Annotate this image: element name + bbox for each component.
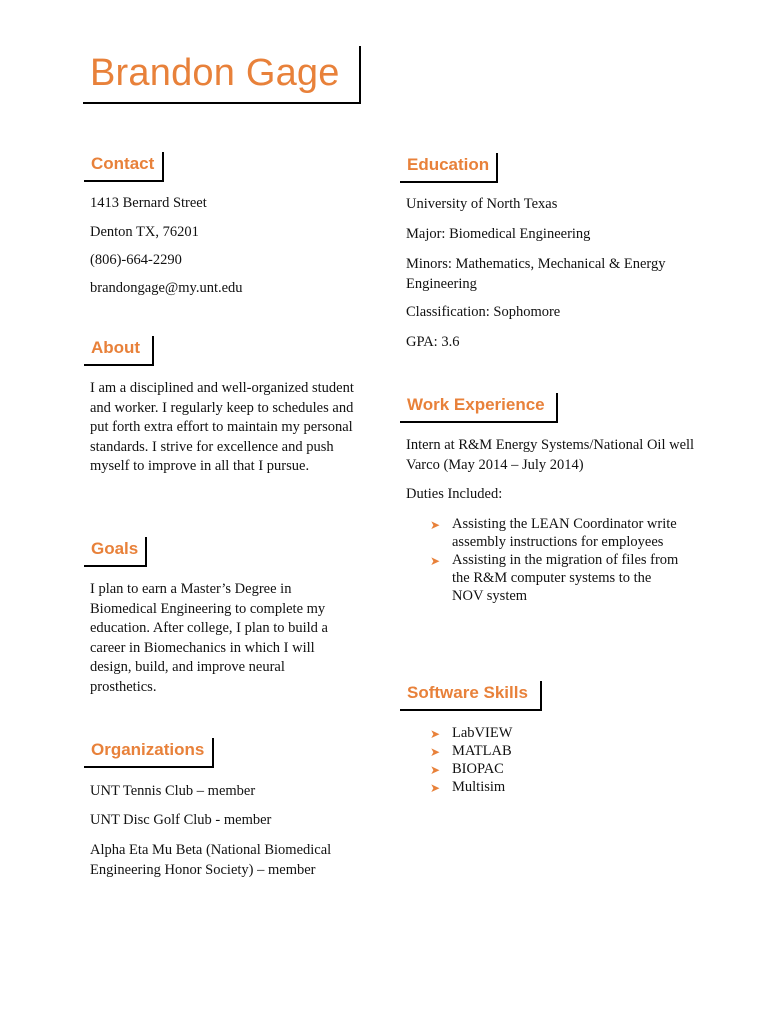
education-classification: Classification: Sophomore	[406, 304, 561, 320]
organization-item: Alpha Eta Mu Beta (National Biomedical Engineering Honor Society) – member	[90, 842, 332, 878]
work-duties-list	[430, 515, 680, 605]
arrow-bullet-icon: ➤	[430, 745, 441, 759]
education-major: Major: Biomedical Engineering	[406, 226, 591, 242]
education-heading: Education	[400, 153, 498, 181]
list-item	[430, 515, 680, 551]
list-item	[430, 760, 630, 778]
heading-border-bottom	[84, 766, 214, 768]
goals-text: I plan to earn a Master’s Degree in Biomedical Engineering to complete my education. After college, I plan to build a career in Biomechanics in which I will design, build, and improve neural prosthetics.	[90, 581, 328, 695]
heading-border-bottom	[400, 421, 558, 423]
education-gpa: GPA: 3.6	[406, 334, 460, 350]
software-skills-heading: Software Skills	[400, 681, 542, 709]
arrow-bullet-icon: ➤	[430, 554, 441, 568]
heading-border-right	[496, 153, 498, 183]
heading-border-right	[152, 336, 154, 366]
education-school: University of North Texas	[406, 196, 558, 212]
contact-street: 1413 Bernard Street	[90, 195, 207, 211]
heading-border-bottom	[84, 180, 164, 182]
duty-text: Assisting in the migration of files from the R&M computer systems to the NOV system	[452, 552, 679, 604]
contact-phone: (806)-664-2290	[90, 252, 182, 268]
contact-heading: Contact	[84, 152, 164, 180]
work-experience-heading: Work Experience	[400, 393, 558, 421]
about-heading: About	[84, 336, 154, 364]
organizations-heading: Organizations	[84, 738, 214, 766]
list-item	[430, 742, 630, 760]
heading-border-right	[540, 681, 542, 711]
skill-text: BIOPAC	[452, 761, 504, 777]
heading-border-right	[556, 393, 558, 423]
organization-item: UNT Tennis Club – member	[90, 783, 256, 799]
arrow-bullet-icon: ➤	[430, 727, 441, 741]
heading-border-bottom	[84, 364, 154, 366]
arrow-bullet-icon: ➤	[430, 763, 441, 777]
arrow-bullet-icon: ➤	[430, 781, 441, 795]
heading-border-bottom	[400, 181, 498, 183]
contact-city: Denton TX, 76201	[90, 224, 199, 240]
skill-text: LabVIEW	[452, 725, 513, 741]
name-box-bottom-border	[83, 102, 361, 104]
duty-text: Assisting the LEAN Coordinator write assembly instructions for employees	[452, 516, 677, 550]
contact-email: brandongage@my.unt.edu	[90, 280, 243, 296]
about-text: I am a disciplined and well-organized student and worker. I regularly keep to schedules and put forth extra effort to maintain my personal standards. I strive for excellence and push myself to improve in all that I pursue.	[90, 380, 354, 474]
arrow-bullet-icon: ➤	[430, 518, 441, 532]
skill-text: MATLAB	[452, 743, 512, 759]
software-skills-list	[430, 724, 630, 796]
heading-border-right	[162, 152, 164, 182]
heading-border-right	[145, 537, 147, 567]
work-duties-label: Duties Included:	[406, 486, 503, 502]
heading-border-bottom	[84, 565, 147, 567]
goals-heading: Goals	[84, 537, 147, 565]
resume-name: Brandon Gage	[90, 52, 340, 94]
name-box	[83, 46, 361, 104]
heading-border-bottom	[400, 709, 542, 711]
work-position: Intern at R&M Energy Systems/National Oil well Varco (May 2014 – July 2014)	[406, 437, 695, 473]
education-minors: Minors: Mathematics, Mechanical & Energy Engineering	[406, 256, 666, 292]
heading-border-right	[212, 738, 214, 768]
list-item	[430, 724, 630, 742]
name-box-right-border	[359, 46, 361, 104]
list-item	[430, 778, 630, 796]
list-item	[430, 551, 680, 605]
organization-item: UNT Disc Golf Club - member	[90, 812, 272, 828]
skill-text: Multisim	[452, 779, 506, 795]
